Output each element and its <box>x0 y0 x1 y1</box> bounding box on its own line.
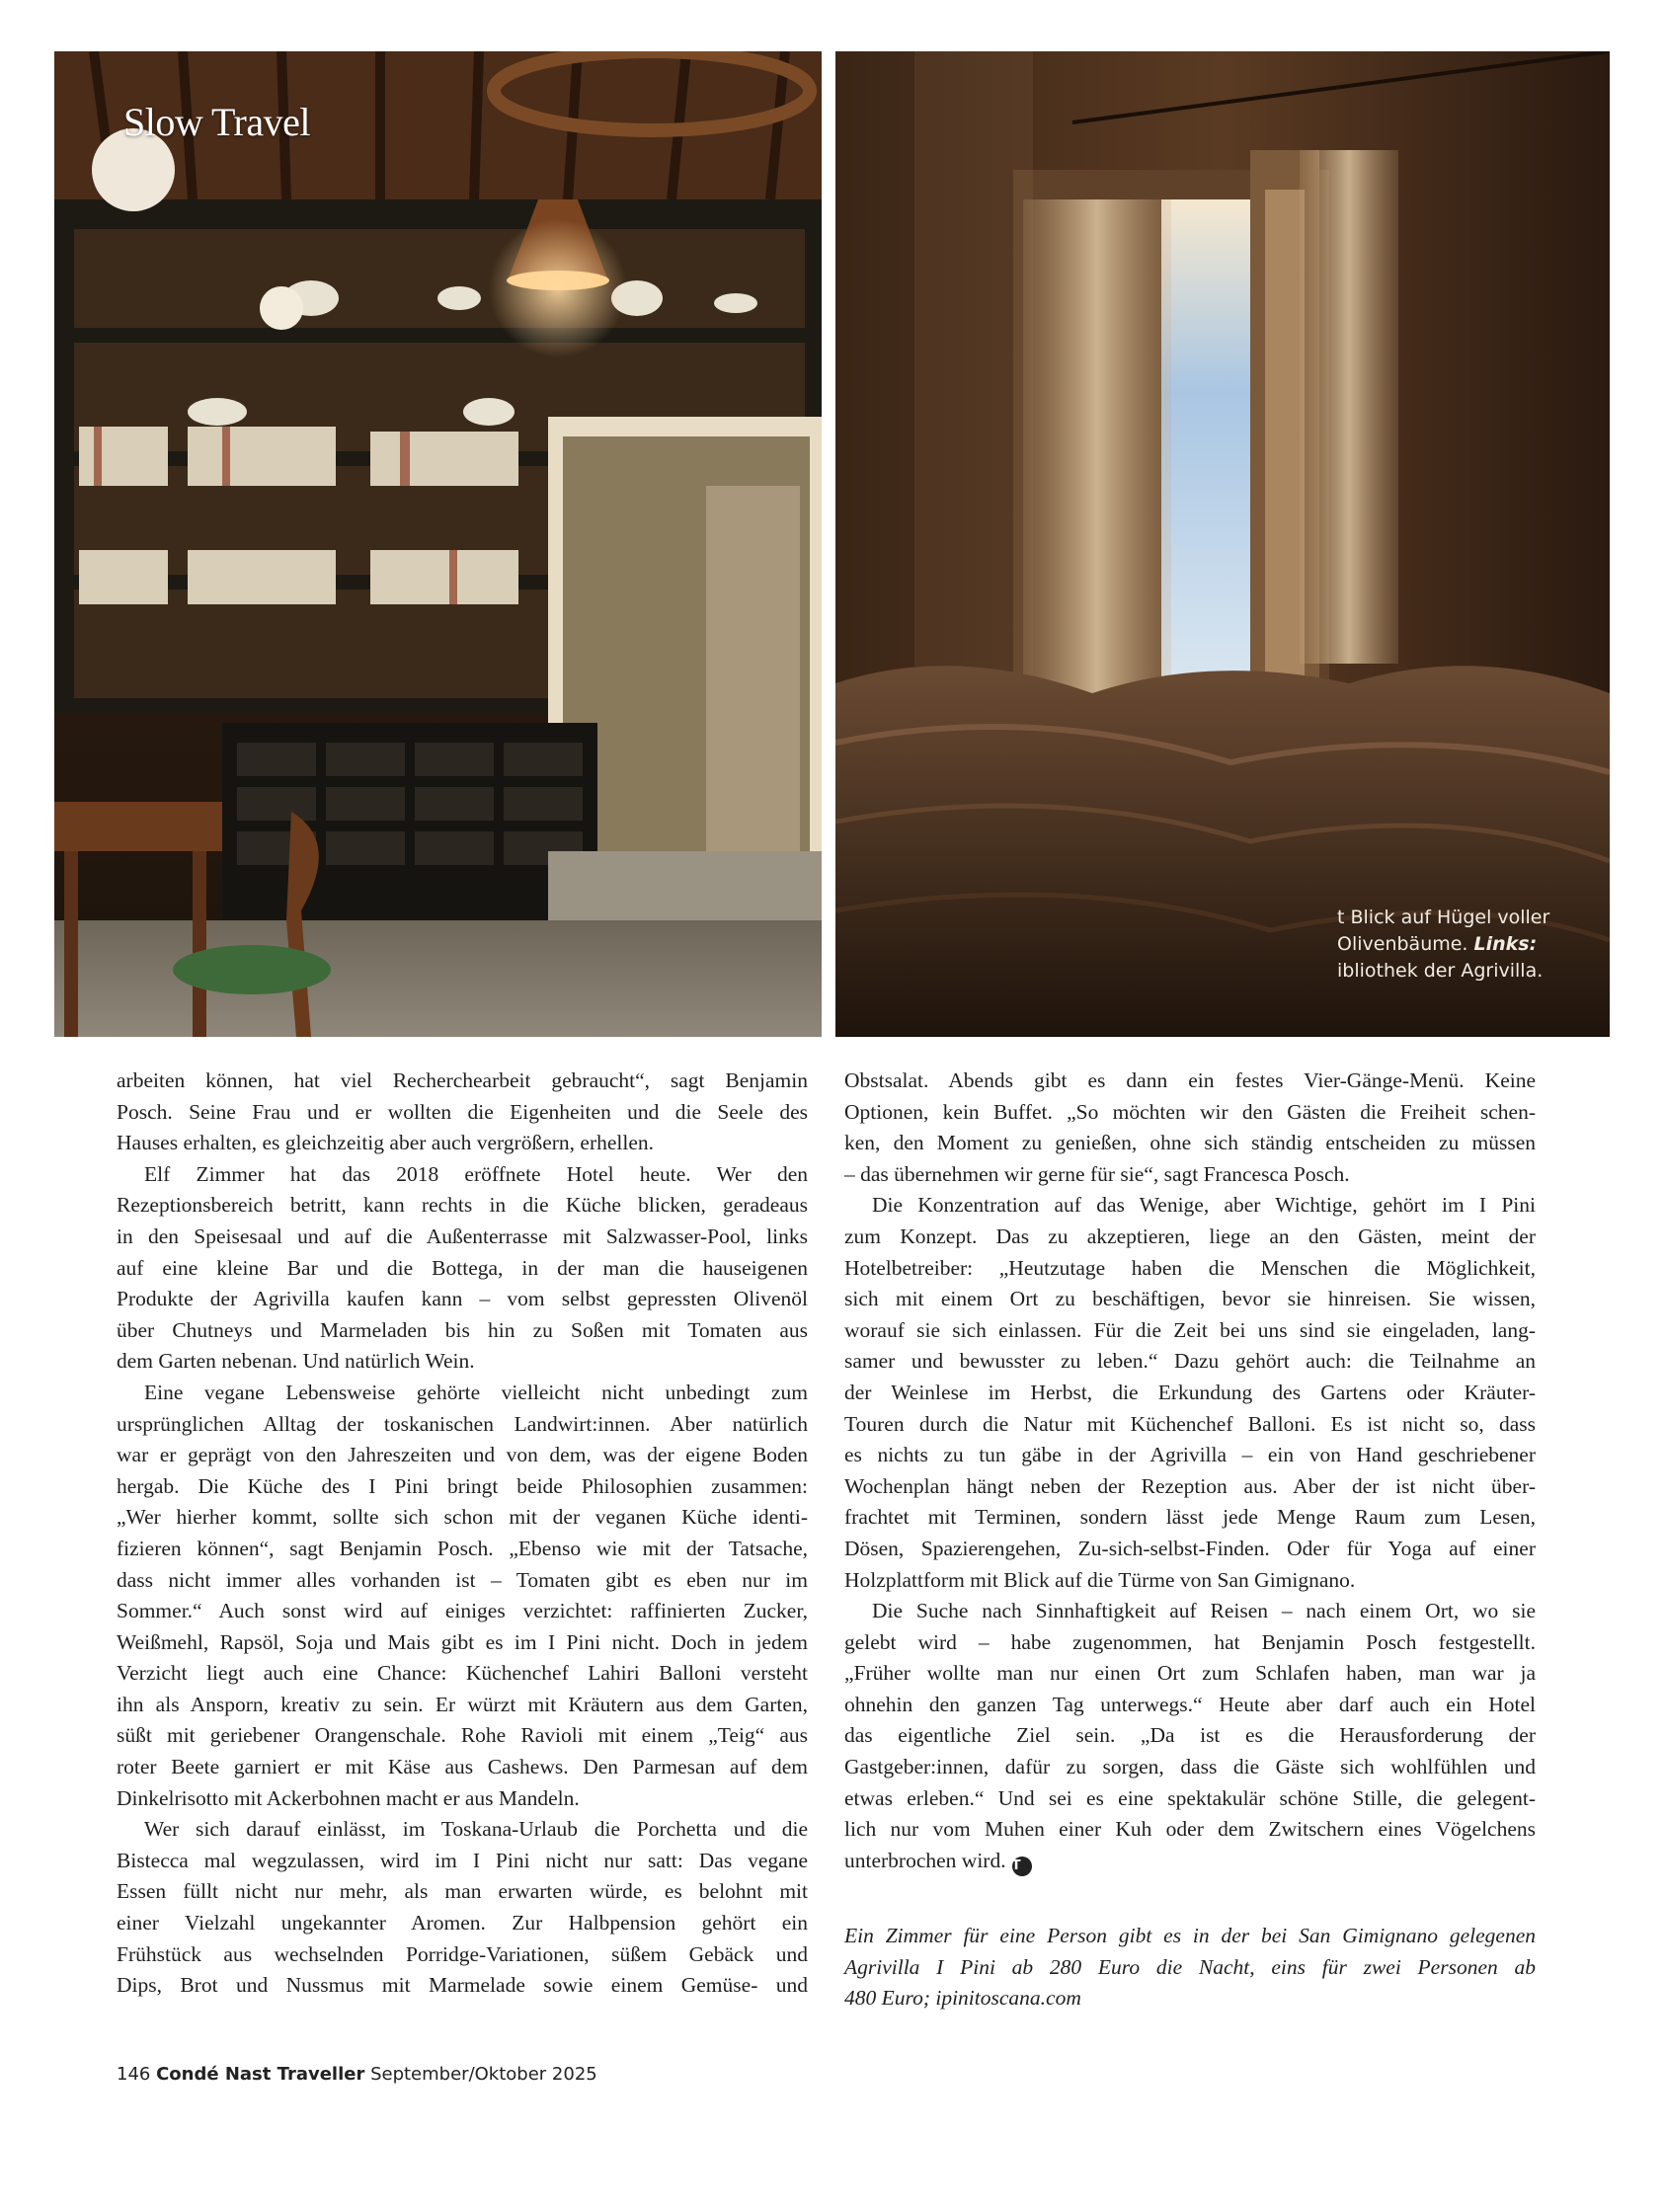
body-text-line: Dinkelrisotto mit Ackerbohnen macht er aus Mandeln. <box>117 1785 580 1810</box>
body-text-line: Elf Zimmer hat das 2018 eröffnete Hotel heute. Wer den <box>144 1161 808 1186</box>
body-text-line: „Früher wollte man nur einen Ort zum Schlafen haben, man war ja <box>844 1661 1536 1686</box>
body-text-line: Die Suche nach Sinnhaftigkeit auf Reisen – nach einem Ort, wo sie <box>872 1599 1536 1623</box>
body-text-line: dass nicht immer alles vorhanden ist – Tomaten gibt es eben nur im <box>117 1567 808 1592</box>
footnote-line: 480 Euro; ipinitoscana.com <box>844 1986 1081 2011</box>
body-text-line: ursprünglichen Alltag der toskanischen Landwirt:innen. Aber natürlich <box>117 1411 808 1436</box>
body-text-line: gelebt wird – habe zugenommen, hat Benjamin Posch festgestellt. <box>844 1629 1536 1654</box>
body-text-line: zum Konzept. Das zu akzeptieren, liege an den Gästen, meint der <box>844 1224 1536 1248</box>
body-text-line: auf eine kleine Bar und die Bottega, in der man die hauseigenen <box>117 1255 808 1280</box>
body-text-line: Frühstück aus wechselnden Porridge-Variationen, süßem Gebäck und <box>117 1941 808 1966</box>
body-text-line: Posch. Seine Frau und er wollten die Eigenheiten und die Seele des <box>117 1099 808 1124</box>
body-text-line: sich mit einem Ort zu beschäftigen, bevor sie hinreisen. Sie wissen, <box>844 1287 1536 1311</box>
body-text-line: Eine vegane Lebensweise gehörte vielleicht nicht unbedingt zum <box>144 1380 808 1404</box>
body-text-line: lich nur vom Muhen einer Kuh oder dem Zwitschern eines Vögelchens <box>844 1817 1536 1842</box>
body-text-line: Sommer.“ Auch sonst wird auf einiges verzichtet: raffinierten Zucker, <box>117 1599 808 1623</box>
body-text-line: in den Speisesaal und auf die Außenterrasse mit Salzwasser-Pool, links <box>117 1224 808 1248</box>
body-text-line: Touren durch die Natur mit Küchenchef Balloni. Es ist nicht so, dass <box>844 1411 1536 1436</box>
body-text-line: Optionen, kein Buffet. „So möchten wir den Gästen die Freiheit schen- <box>844 1099 1536 1124</box>
caption-line-3: ibliothek der Agrivilla. <box>1337 960 1544 982</box>
body-text-line: dem Garten nebenan. Und natürlich Wein. <box>117 1349 475 1374</box>
body-text-line: süßt mit geriebener Orangenschale. Rohe Ravioli mit einem „Teig“ aus <box>117 1723 808 1748</box>
body-text-line: Holzplattform mit Blick auf die Türme von San Gimignano. <box>844 1567 1356 1592</box>
body-text-line: Wer sich darauf einlässt, im Toskana-Urlaub die Porchetta und die <box>144 1817 808 1842</box>
library-photo <box>54 51 822 1037</box>
body-text-line: Verzicht liegt auch eine Chance: Küchenchef Lahiri Balloni versteht <box>117 1661 808 1686</box>
body-text-line: es nichts zu tun gäbe in der Agrivilla – ein von Hand geschriebener <box>844 1443 1536 1467</box>
body-text-line: ken, den Moment zu genießen, ohne sich ständig entscheiden zu müssen <box>844 1131 1536 1155</box>
body-text-line: Produkte der Agrivilla kaufen kann – vom selbst gepressten Olivenöl <box>117 1287 808 1311</box>
body-text-line: – das übernehmen wir gerne für sie“, sagt Francesca Posch. <box>844 1161 1350 1186</box>
article-column-left <box>117 1066 808 2002</box>
footnote-line: Ein Zimmer für eine Person gibt es in der bei San Gimignano gelegenen <box>844 1924 1536 1947</box>
footnote-line: Agrivilla I Pini ab 280 Euro die Nacht, eins für zwei Personen ab <box>844 1954 1536 1979</box>
article-end-mark-icon: T <box>1012 1856 1032 1876</box>
body-text-line: über Chutneys und Marmeladen bis hin zu Soßen mit Tomaten aus <box>117 1317 808 1342</box>
body-text-line: der Weinlese im Herbst, die Erkundung des Gartens oder Kräuter- <box>844 1380 1536 1404</box>
body-text-line: ihn als Ansporn, kreativ zu sein. Er würzt mit Kräutern aus dem Garten, <box>117 1692 808 1716</box>
body-text-line: Hotelbetreiber: „Heutzutage haben die Menschen die Möglichkeit, <box>844 1255 1536 1280</box>
body-text-line: „Wer hierher kommt, sollte sich schon mit der veganen Küche identi- <box>117 1505 808 1530</box>
body-text-line: Wochenplan hängt neben der Rezeption aus. Aber der ist nicht über- <box>844 1473 1536 1498</box>
body-text-line: etwas erleben.“ Und sei es eine spektakulär schöne Stille, die gelegent- <box>844 1785 1536 1810</box>
body-text-line: ohnehin den ganzen Tag unterwegs.“ Heute aber darf auch ein Hotel <box>844 1692 1536 1716</box>
caption-line-2: Olivenbäume. Links: <box>1337 933 1538 955</box>
caption-line-1: t Blick auf Hügel voller <box>1337 907 1550 928</box>
body-text-line: Dösen, Spazierengehen, Zu-sich-selbst-Finden. Oder für Yoga auf einer <box>844 1536 1536 1560</box>
body-text-line: samer und bewusster zu leben.“ Dazu gehört auch: die Teilnahme an <box>844 1349 1536 1374</box>
issue-date: September/Oktober 2025 <box>370 2064 597 2085</box>
body-text-line: war er geprägt von den Jahreszeiten und von dem, was der eigene Boden <box>117 1443 808 1467</box>
body-text-line: Rezeptionsbereich betritt, kann rechts in die Küche blicken, geradeaus <box>117 1193 808 1218</box>
page-number: 146 <box>117 2064 151 2085</box>
body-text-line: Bistecca mal wegzulassen, wird im I Pini nicht nur satt: Das vegane <box>117 1848 808 1872</box>
body-text-line: das eigentliche Ziel sein. „Da ist es die Herausforderung der <box>844 1723 1536 1748</box>
body-text-line: einer Vielzahl ungekannter Aromen. Zur Halbpension gehört ein <box>117 1911 808 1936</box>
photo-caption <box>1337 905 1594 985</box>
body-text-line: Gastgeber:innen, dafür zu sorgen, dass die Gäste sich wohlfühlen und <box>844 1755 1536 1779</box>
section-kicker: Slow Travel <box>123 100 310 144</box>
body-text-line: Dips, Brot und Nussmus mit Marmelade sowie einem Gemüse- und <box>117 1973 808 1998</box>
body-text-line: Hauses erhalten, es gleichzeitig aber auch vergrößern, erhellen. <box>117 1131 655 1155</box>
body-text-line: hergab. Die Küche des I Pini bringt beide Philosophien zusammen: <box>117 1473 808 1498</box>
body-text-line: Die Konzentration auf das Wenige, aber Wichtige, gehört im I Pini <box>872 1193 1536 1218</box>
body-text-line: roter Beete garniert er mit Käse aus Cashews. Den Parmesan auf dem <box>117 1755 808 1779</box>
body-text-line: Essen füllt nicht nur mehr, als man erwarten würde, es belohnt mit <box>117 1879 808 1904</box>
body-text-line: fizieren können“, sagt Benjamin Posch. „Ebenso wie mit der Tatsache, <box>117 1536 808 1560</box>
article-column-right <box>844 1066 1536 1876</box>
publication-name: Condé Nast Traveller <box>156 2064 365 2085</box>
body-text-line: arbeiten können, hat viel Recherchearbeit gebraucht“, sagt Benjamin <box>117 1068 808 1092</box>
body-text-line: unterbrochen wird. T <box>844 1846 1536 1877</box>
bedroom-photo <box>835 51 1610 1037</box>
body-text-line: Weißmehl, Rapsöl, Soja und Mais gibt es im I Pini nicht. Doch in jedem <box>117 1629 808 1654</box>
hotel-info-footnote <box>844 1921 1536 2014</box>
body-text-line: Obstsalat. Abends gibt es dann ein festes Vier-Gänge-Menü. Keine <box>844 1068 1536 1092</box>
body-text-line: frachtet mit Terminen, sondern lässt jede Menge Raum zum Lesen, <box>844 1505 1536 1530</box>
body-text-line: worauf sie sich einlassen. Für die Zeit bei uns sind sie eingeladen, lang- <box>844 1317 1536 1342</box>
page-folio <box>117 2064 597 2085</box>
